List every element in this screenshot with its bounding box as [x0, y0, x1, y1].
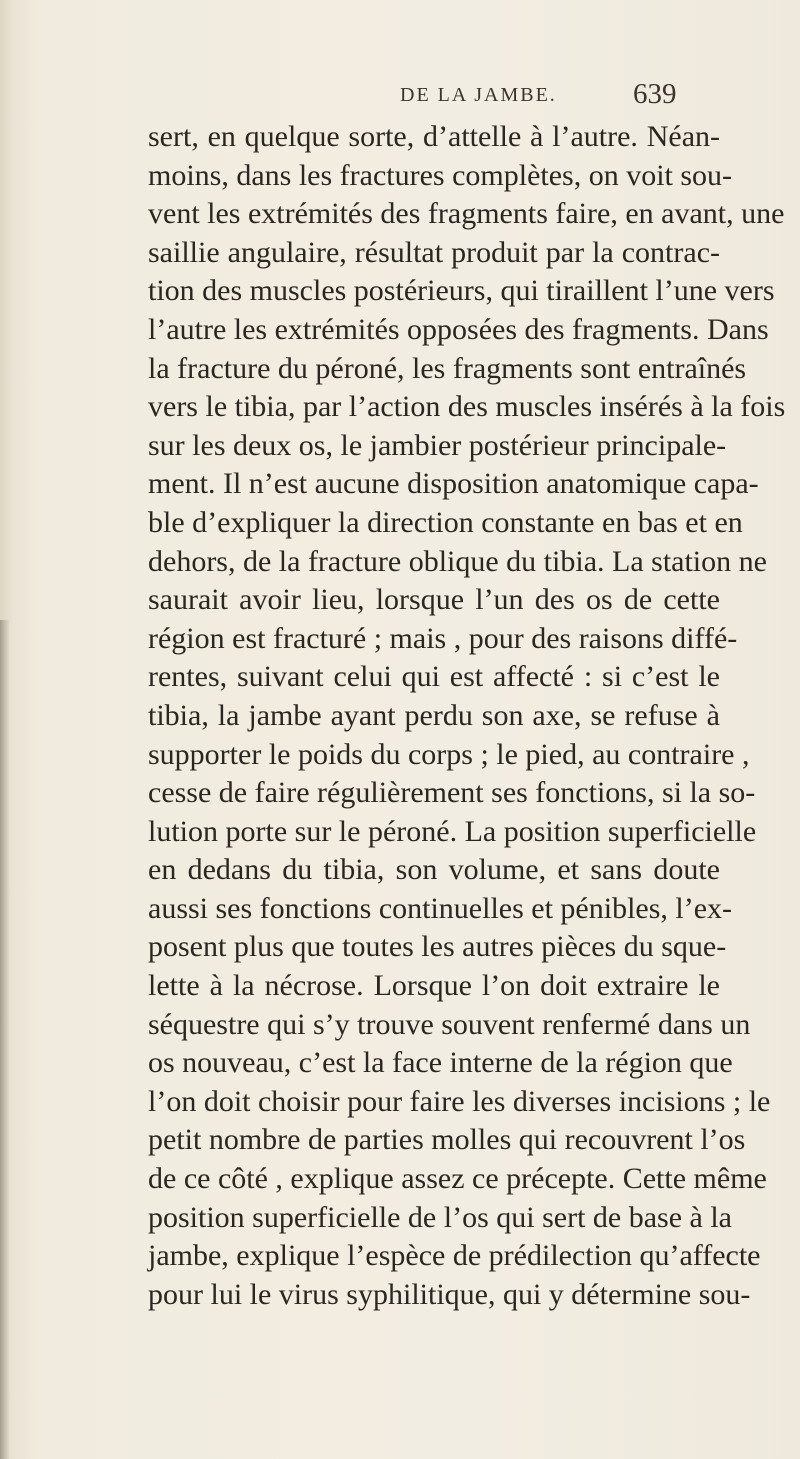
text-line: petit nombre de parties molles qui recouvrent l’os — [148, 1123, 746, 1157]
text-line: vent les extrémités des fragments faire, en avant, une — [148, 197, 785, 231]
text-line: supporter le poids du corps ; le pied, au contraire , — [148, 737, 750, 771]
binding-gutter-shadow — [0, 620, 10, 1459]
text-line: aussi ses fonctions continuelles et pénibles, l’ex- — [148, 891, 733, 925]
text-line: sert, en quelque sorte, d’attelle à l’autre. Néan- — [148, 120, 720, 153]
page-number: 639 — [633, 78, 677, 110]
text-line: région est fracturé ; mais , pour des raisons diffé- — [148, 621, 738, 655]
page-header — [0, 78, 800, 118]
text-line: lution porte sur le péroné. La position superficielle — [148, 814, 757, 848]
text-line: rentes, suivant celui qui est affecté : si c’est le — [148, 660, 720, 694]
text-line: séquestre qui s’y trouve souvent renfermé dans un — [148, 1007, 751, 1041]
text-line: pour lui le virus syphilitique, qui y détermine sou- — [148, 1277, 751, 1311]
text-line: ment. Il n’est aucune disposition anatomique capa- — [148, 467, 759, 501]
text-line: posent plus que toutes les autres pièces du sque- — [148, 930, 727, 964]
text-line: moins, dans les fractures complètes, on voit sou- — [148, 158, 733, 192]
text-line: en dedans du tibia, son volume, et sans doute — [148, 853, 720, 887]
text-line: tibia, la jambe ayant perdu son axe, se refuse à — [148, 698, 720, 732]
text-line: position superficielle de l’os qui sert de base à la — [148, 1200, 732, 1234]
text-line: sur les deux os, le jambier postérieur principale- — [148, 428, 727, 462]
text-line: cesse de faire régulièrement ses fonctions, si la so- — [148, 776, 756, 810]
running-title: DE LA JAMBE. — [400, 84, 557, 106]
text-line: la fracture du péroné, les fragments sont entraînés — [148, 351, 747, 385]
text-line: ble d’expliquer la direction constante en bas et en — [148, 505, 743, 539]
text-line: saillie angulaire, résultat produit par la contrac- — [148, 235, 720, 269]
text-line: l’autre les extrémités opposées des fragments. Dans — [148, 312, 769, 346]
text-line: tion des muscles postérieurs, qui tiraillent l’une vers — [148, 274, 775, 308]
text-line: saurait avoir lieu, lorsque l’un des os de cette — [148, 583, 720, 617]
text-line: lette à la nécrose. Lorsque l’on doit extraire le — [148, 969, 720, 1003]
text-line: dehors, de la fracture oblique du tibia. La station ne — [148, 544, 767, 578]
body-text — [148, 118, 786, 1314]
text-line: l’on doit choisir pour faire les diverses incisions ; le — [148, 1084, 771, 1118]
text-line: os nouveau, c’est la face interne de la région que — [148, 1046, 733, 1080]
text-line: de ce côté , explique assez ce précepte. Cette même — [148, 1162, 767, 1196]
text-line: vers le tibia, par l’action des muscles insérés à la fois — [148, 390, 786, 424]
text-line: jambe, explique l’espèce de prédilection qu’affecte — [148, 1239, 761, 1273]
